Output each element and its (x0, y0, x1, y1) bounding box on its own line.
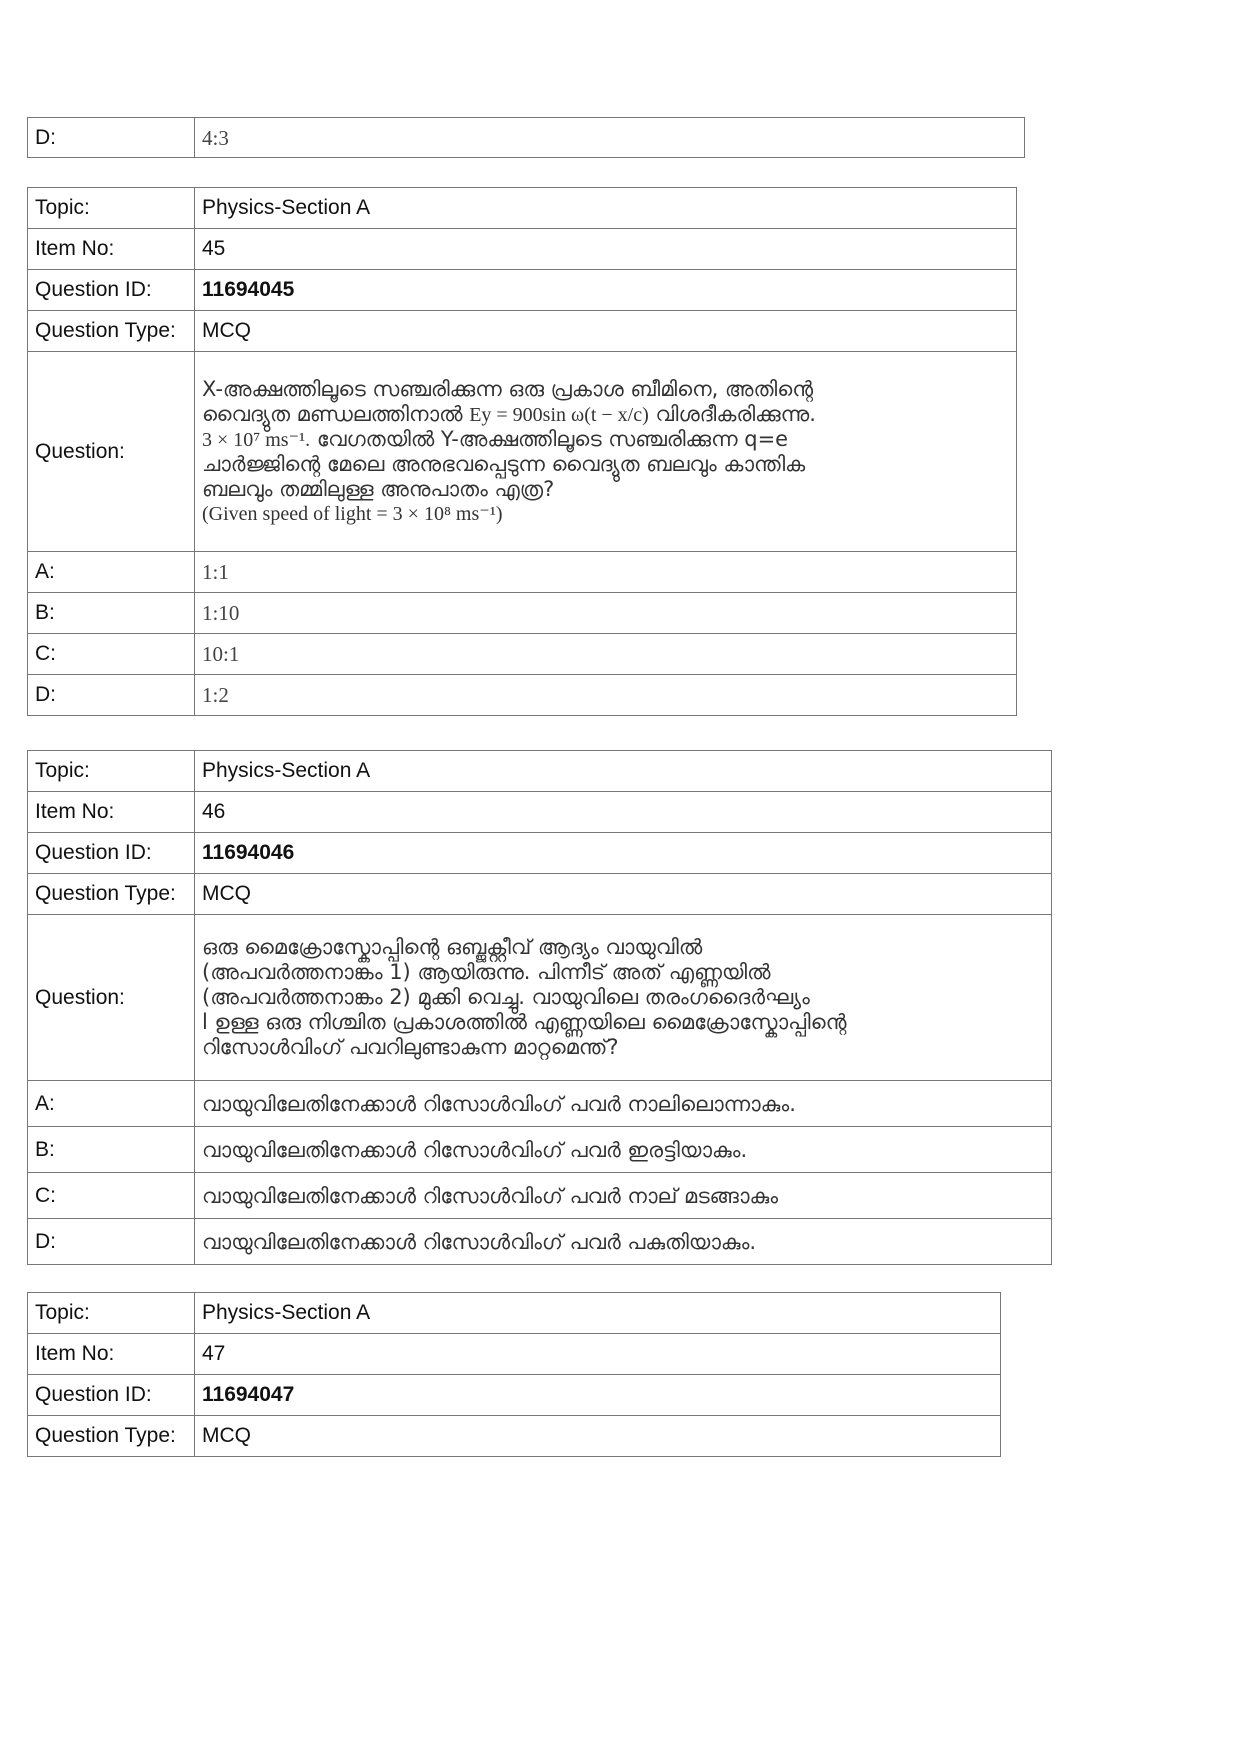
question-line-4: ചാർജ്ജിന്റെ മേലെ അനുഭവപ്പെടുന്ന വൈദ്യുത ബലവും കാന്തിക (202, 452, 806, 476)
option-a-value: വായുവിലേതിനേക്കാൾ റിസോൾവിംഗ് പവർ നാലിലൊന്നാകും. (195, 1081, 1052, 1127)
prev-question-table (27, 117, 1025, 158)
option-a-label: A: (28, 1081, 195, 1127)
option-c-value: 10:1 (195, 634, 1017, 675)
item-no-value: 45 (195, 229, 1017, 270)
option-row-b (28, 593, 1017, 634)
item-no-row (28, 1334, 1001, 1375)
item-no-value: 47 (195, 1334, 1001, 1375)
question-label: Question: (28, 915, 195, 1081)
topic-value: Physics-Section A (195, 751, 1052, 792)
item-no-value: 46 (195, 792, 1052, 833)
item-no-label: Item No: (28, 792, 195, 833)
question-line-3: വേഗതയിൽ Y-അക്ഷത്തിലൂടെ സഞ്ചരിക്കുന്ന q=e (310, 427, 789, 451)
option-row-a (28, 552, 1017, 593)
question-id-row (28, 1375, 1001, 1416)
option-row-b (28, 1127, 1052, 1173)
question-text (195, 352, 1017, 552)
option-row-d (28, 675, 1017, 716)
question-table-47 (27, 1292, 1001, 1457)
question-line-5: ബലവും തമ്മിലുള്ള അനുപാതം എത്ര? (202, 477, 555, 501)
option-c-value: വായുവിലേതിനേക്കാൾ റിസോൾവിംഗ് പവർ നാല് മടങ്ങാകും (195, 1173, 1052, 1219)
option-d-label: D: (28, 1219, 195, 1265)
question-id-value: 11694047 (195, 1375, 1001, 1416)
question-velocity: 3 × 10⁷ ms⁻¹. (202, 429, 311, 451)
question-id-value: 11694046 (195, 833, 1052, 874)
question-given: (Given speed of light = 3 × 10⁸ ms⁻¹) (202, 503, 503, 525)
option-a-label: A: (28, 552, 195, 593)
option-d-value: 4:3 (195, 118, 1025, 158)
option-c-label: C: (28, 634, 195, 675)
question-type-row (28, 1416, 1001, 1457)
question-line-2a: വൈദ്യുത മണ്ഡലത്തിനാൽ (202, 402, 470, 426)
question-row (28, 352, 1017, 552)
question-table-45 (27, 187, 1017, 716)
question-id-label: Question ID: (28, 270, 195, 311)
question-line-2b: വിശദീകരിക്കുന്നു. (648, 402, 816, 426)
question-type-row (28, 311, 1017, 352)
option-row-c (28, 1173, 1052, 1219)
option-d-label: D: (28, 118, 195, 158)
question-id-label: Question ID: (28, 1375, 195, 1416)
option-row-d (28, 118, 1025, 158)
question-type-value: MCQ (195, 874, 1052, 915)
question-line-1: ഒരു മൈക്രോസ്കോപ്പിന്റെ ഒബ്ജക്റ്റീവ് ആദ്യം വായുവിൽ (202, 935, 703, 959)
topic-row (28, 751, 1052, 792)
question-line-1: X-അക്ഷത്തിലൂടെ സഞ്ചരിക്കുന്ന ഒരു പ്രകാശ ബീമിനെ, അതിന്റെ (202, 377, 814, 401)
topic-row (28, 188, 1017, 229)
question-type-row (28, 874, 1052, 915)
question-id-row (28, 270, 1017, 311)
option-b-label: B: (28, 593, 195, 634)
question-line-2: (അപവർത്തനാങ്കം 1) ആയിരുന്നു. പിന്നീട് അത് എണ്ണയിൽ (202, 960, 771, 984)
question-type-label: Question Type: (28, 1416, 195, 1457)
topic-label: Topic: (28, 1293, 195, 1334)
option-row-c (28, 634, 1017, 675)
question-id-row (28, 833, 1052, 874)
option-row-d (28, 1219, 1052, 1265)
question-equation: Ey = 900sin ω(t − x/c) (469, 404, 649, 426)
topic-label: Topic: (28, 751, 195, 792)
question-line-4: l ഉള്ള ഒരു നിശ്ചിത പ്രകാശത്തിൽ എണ്ണയിലെ മൈക്രോസ്കോപ്പിന്റെ (202, 1010, 847, 1034)
option-d-value: 1:2 (195, 675, 1017, 716)
question-id-value: 11694045 (195, 270, 1017, 311)
topic-value: Physics-Section A (195, 188, 1017, 229)
question-text (195, 915, 1052, 1081)
topic-label: Topic: (28, 188, 195, 229)
topic-value: Physics-Section A (195, 1293, 1001, 1334)
question-type-value: MCQ (195, 1416, 1001, 1457)
question-id-label: Question ID: (28, 833, 195, 874)
item-no-row (28, 792, 1052, 833)
option-row-a (28, 1081, 1052, 1127)
question-line-3: (അപവർത്തനാങ്കം 2) മുക്കി വെച്ചു. വായുവിലെ തരംഗദൈർഘ്യം (202, 985, 810, 1009)
question-table-46 (27, 750, 1052, 1265)
option-c-label: C: (28, 1173, 195, 1219)
item-no-row (28, 229, 1017, 270)
item-no-label: Item No: (28, 229, 195, 270)
question-label: Question: (28, 352, 195, 552)
question-row (28, 915, 1052, 1081)
topic-row (28, 1293, 1001, 1334)
item-no-label: Item No: (28, 1334, 195, 1375)
option-d-value: വായുവിലേതിനേക്കാൾ റിസോൾവിംഗ് പവർ പകുതിയാകും. (195, 1219, 1052, 1265)
option-b-label: B: (28, 1127, 195, 1173)
question-line-5: റിസോൾവിംഗ് പവറിലുണ്ടാകുന്ന മാറ്റമെന്ത്? (202, 1035, 619, 1059)
question-type-label: Question Type: (28, 874, 195, 915)
option-d-label: D: (28, 675, 195, 716)
option-b-value: വായുവിലേതിനേക്കാൾ റിസോൾവിംഗ് പവർ ഇരട്ടിയാകും. (195, 1127, 1052, 1173)
option-a-value: 1:1 (195, 552, 1017, 593)
option-b-value: 1:10 (195, 593, 1017, 634)
question-type-value: MCQ (195, 311, 1017, 352)
question-type-label: Question Type: (28, 311, 195, 352)
